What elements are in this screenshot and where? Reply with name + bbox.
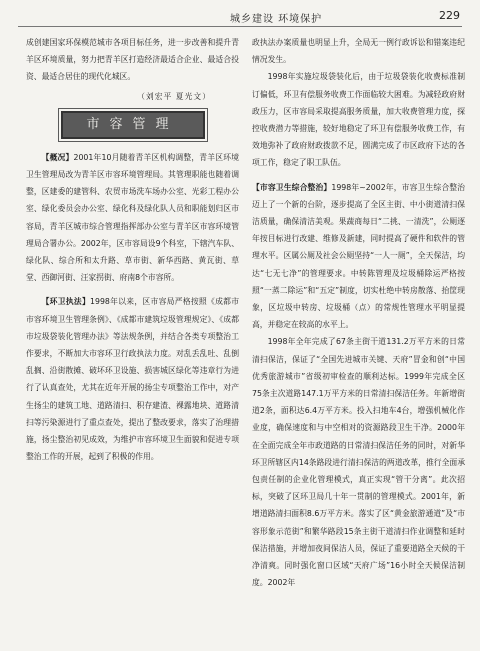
cleaning-paragraph: 1998年全年完成了67条主街干道131.2万平方米的日常清扫保洁，保证了“全国先进城市关键、天府”冒金和创“中国优秀旅游城市”省级初审检查的顺利达标。1999年完成全区75条主次道路147.1万平方米的日常清扫保洁任务。年新增街道2条，面积达6.4万平方米。投入扫地车4台，增强机械化作业度，确保速度和与中空相对的资源路段卫生干净。2000年在全面完成全年市政道路的日常清扫保洁任务的同时，对新华环卫所辖区内14条路段进行清扫保洁的两道改革，推行全面承包责任制的企业化管理模式，真正实现“管干分离”。此次招标，突破了区环卫局几十年一贯制的管理模式。2001年，新增道路清扫面积8.6万平方米。落实了区“黄金旅游通道”及“市容形象示范街”和繁华路段15条主街干道清扫作业调整和延时保洁措施，并增加夜间保洁人员，保证了重要道路全天候的干净清爽。同时强化窗口区域“天府广场”16小时全天候保洁制度。2002年 bbox=[252, 337, 465, 588]
law-text: 1998年以来，区市容局严格按照《成都市市容环境卫生管理条例》、《成都市建筑垃圾管理规定》、《成都市垃圾袋装化管理办法》等法规条例，并结合各类专项整治工作要求，不断加大市容环卫行政执法力度。对乱丢乱吐、乱倒乱搁、沿街散摊、破坏环卫设施、损害城区绿化等违章行为进行了认真查处，尤其在近年开展的扬尘专项整治工作中，对产生扬尘的建筑工地、道路清扫、积存建渣、裸露地块、道路清扫等污染源进行了重点查处，提出了整改要求，落实了治理措施，扬尘整治初见成效，为维护市容环境卫生面貌和促进专项整治工作的开展，起到了积极的作用。 bbox=[26, 297, 240, 462]
overview-tag: 【概况】 bbox=[41, 152, 74, 162]
intro-paragraph: 成创建国家环保模范城市各项目标任务，进一步改善和提升青羊区环境质量，努力把青羊区打造经济最适合企业、最适合投资、最适合居住的现代化城区。 bbox=[26, 38, 239, 82]
section-banner: 市容管理 bbox=[61, 111, 205, 139]
page-number: 229 bbox=[439, 9, 460, 22]
section-title: 城乡建设 环境保护 bbox=[230, 14, 323, 25]
overview-paragraph bbox=[26, 149, 239, 287]
overview-text: 2001年10月随着青羊区机构调整，青羊区环境卫生管理局改为青羊区市容环境管理局。其管理职能也随着调整，区建委的建管科、农贸市场洗车场办公室、光彩工程办公室、绿化委员会办公室、绿化科及绿化队人员和职能划归区市容局，青羊区城市综合管理指挥部办公室与青羊区市容环境管理局合署办公。2002年，区市容局设9个科室，下辖汽车队、绿化队、综合所和太升路、草市街、新华西路、黄瓦街、草堂、西御河街、汪家拐街、府南8个市容所。 bbox=[26, 152, 240, 283]
fee-paragraph: 1998年实施垃圾袋装化后，由于垃圾袋装化收费标准制订偏低，环卫有偿服务收费工作面临较大困难。为减轻政府财政压力，区市容局采取提高服务质量，加大收费管理力度，探控收费潜力等措施，较好地稳定了环卫有偿服务收费工作，有效地弥补了政府财政拨款不足，圆满完成了市区政府下达的各项工作，稳定了职工队伍。 bbox=[252, 72, 465, 168]
continued-paragraph: 政执法办案质量也明显上升，全局无一例行政诉讼和错案违纪情况发生。 bbox=[252, 38, 465, 65]
right-column bbox=[252, 34, 465, 592]
author-credit: （刘宏平 夏光文） bbox=[137, 91, 211, 101]
mgmt-tag: 【市容卫生综合整治】 bbox=[252, 182, 332, 192]
law-paragraph bbox=[26, 293, 239, 465]
left-column bbox=[26, 34, 239, 465]
mgmt-text: 1998年~2002年，市容卫生综合整治迈上了一个新的台阶，逐步提高了全区主街、中小街道清扫保洁质量，确保清洁美观。果蔬商每日“二挑、一清洗”，公厕逐年按目标进行改建、维修及新建，同时提高了硬件和软件的管理水平。区属公厕及社会公厕坚持“一人一厕”，全天保洁，均达“七无七净”的管理要求。中转陈管理及垃圾桶除运严格按照“一蒸二除运”和“五定”制度，切实杜绝中转房散落、抬筐现象，区垃圾中转房、垃圾桶（点）的常规性管理水平明显提高，并稳定在较高的水平上。 bbox=[252, 182, 466, 330]
page-header bbox=[18, 4, 462, 27]
mgmt-paragraph bbox=[252, 179, 465, 334]
law-tag: 【环卫执法】 bbox=[41, 297, 91, 307]
